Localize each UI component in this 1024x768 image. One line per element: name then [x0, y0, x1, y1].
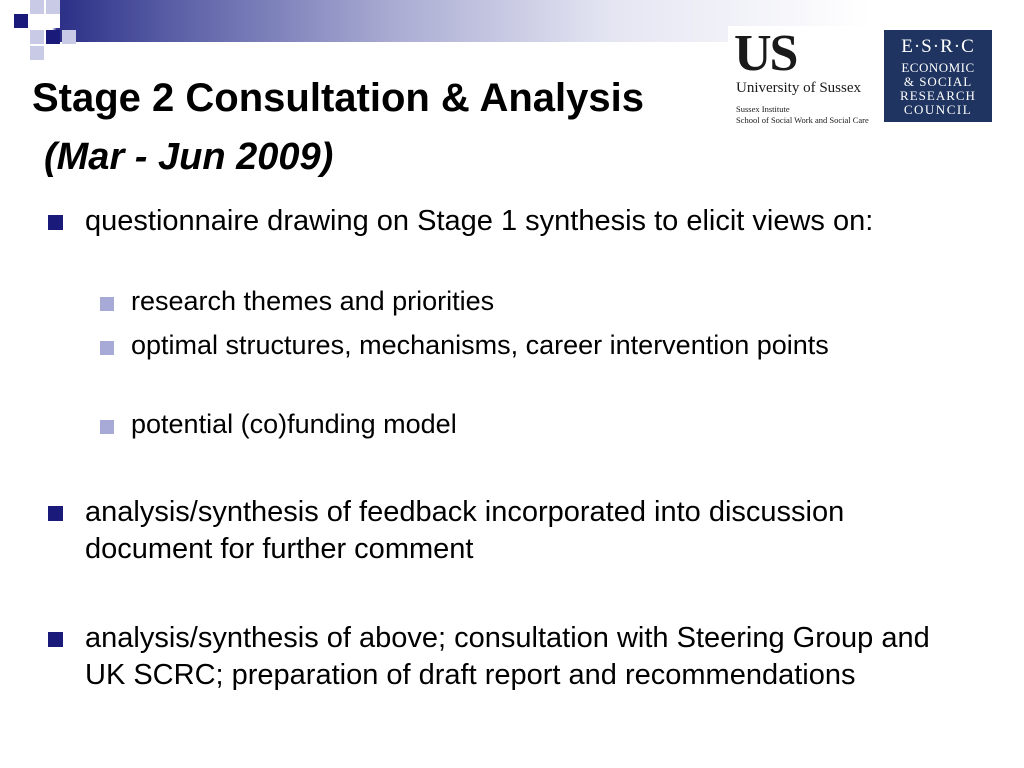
- sub-bullet-item: [100, 328, 960, 363]
- square-bullet-icon: [100, 420, 114, 434]
- decor-square-icon: [46, 30, 60, 44]
- esrc-logo-line: RESEARCH: [900, 88, 976, 103]
- sub-bullet-item: [100, 407, 960, 442]
- sub-bullet-text: research themes and priorities: [131, 286, 495, 316]
- decor-square-icon: [62, 30, 76, 44]
- bullet-item: [48, 620, 978, 694]
- us-logo-school: School of Social Work and Social Care: [736, 115, 869, 125]
- esrc-logo-line: & SOCIAL: [903, 74, 973, 89]
- square-bullet-icon: [48, 506, 63, 521]
- us-logo-mark: US: [734, 25, 797, 82]
- square-bullet-icon: [48, 215, 63, 230]
- square-bullet-icon: [100, 341, 114, 355]
- decor-square-icon: [30, 46, 44, 60]
- esrc-logo-line: COUNCIL: [903, 102, 973, 117]
- esrc-logo: [884, 30, 992, 122]
- bullet-text: analysis/synthesis of feedback incorporated into discussion document for further comment: [85, 496, 845, 565]
- bullet-text: analysis/synthesis of above; consultation with Steering Group and UK SCRC; preparation of draft report and recommendations: [85, 622, 930, 691]
- esrc-logo-line: ECONOMIC: [901, 60, 975, 75]
- bullet-item: [48, 494, 978, 568]
- sub-bullet-text: optimal structures, mechanisms, career intervention points: [131, 330, 829, 360]
- slide-title: Stage 2 Consultation & Analysis: [32, 76, 644, 120]
- us-logo-institute: Sussex Institute: [736, 104, 790, 114]
- decor-square-icon: [46, 0, 60, 14]
- sub-bullet-text: potential (co)funding model: [131, 409, 457, 439]
- university-of-sussex-logo: [728, 26, 868, 130]
- decor-square-icon: [30, 30, 44, 44]
- bullet-item: [48, 203, 978, 240]
- slide-subtitle: (Mar - Jun 2009): [44, 136, 334, 178]
- decor-square-icon: [46, 14, 60, 28]
- us-logo-name: University of Sussex: [736, 80, 861, 96]
- decor-square-icon: [14, 14, 28, 28]
- square-bullet-icon: [48, 632, 63, 647]
- esrc-logo-acronym: E·S·R·C: [901, 36, 975, 57]
- square-bullet-icon: [100, 297, 114, 311]
- sub-bullet-item: [100, 284, 960, 319]
- bullet-text: questionnaire drawing on Stage 1 synthesis to elicit views on:: [85, 205, 874, 237]
- decor-square-icon: [30, 0, 44, 14]
